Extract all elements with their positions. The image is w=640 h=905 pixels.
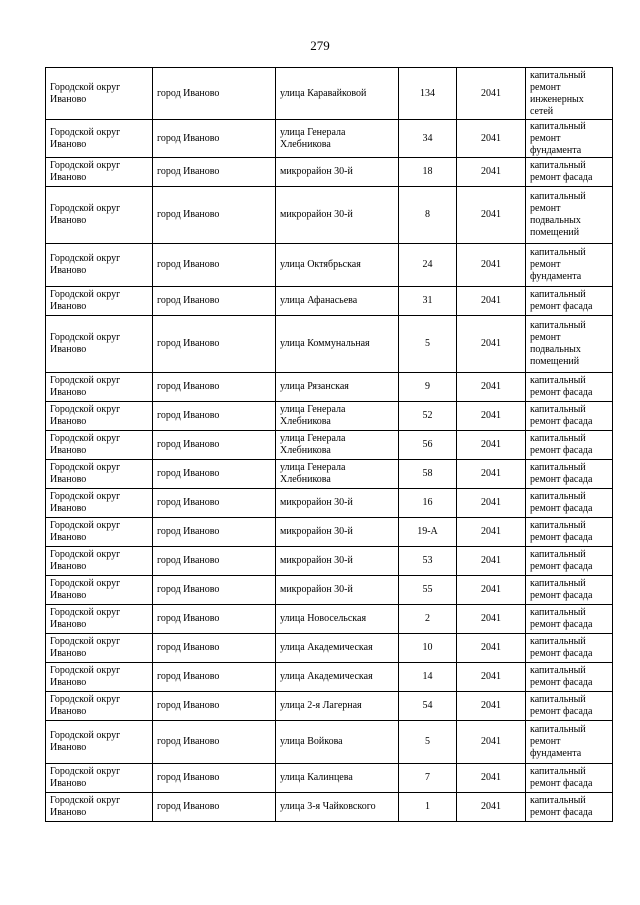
table-row [46, 120, 613, 158]
cell-work-type: капитальный ремонт фундамента [526, 244, 613, 287]
cell-street: улица Генерала Хлебникова [276, 431, 399, 460]
cell-street: микрорайон 30-й [276, 576, 399, 605]
cell-municipal-district: Городской округ Иваново [46, 489, 153, 518]
cell-municipal-district: Городской округ Иваново [46, 692, 153, 721]
cell-municipal-district: Городской округ Иваново [46, 316, 153, 373]
cell-settlement: город Иваново [153, 764, 276, 793]
cell-work-type: капитальный ремонт фасада [526, 605, 613, 634]
cell-work-type: капитальный ремонт фасада [526, 431, 613, 460]
table-row [46, 187, 613, 244]
cell-year: 2041 [457, 576, 526, 605]
cell-work-type: капитальный ремонт фасада [526, 793, 613, 822]
cell-year: 2041 [457, 120, 526, 158]
cell-street: улица Войкова [276, 721, 399, 764]
cell-house-number: 1 [399, 793, 457, 822]
cell-work-type: капитальный ремонт фасада [526, 373, 613, 402]
cell-municipal-district: Городской округ Иваново [46, 634, 153, 663]
cell-house-number: 53 [399, 547, 457, 576]
cell-street: микрорайон 30-й [276, 489, 399, 518]
cell-house-number: 5 [399, 721, 457, 764]
cell-work-type: капитальный ремонт фасада [526, 489, 613, 518]
cell-settlement: город Иваново [153, 431, 276, 460]
cell-municipal-district: Городской округ Иваново [46, 187, 153, 244]
table-row [46, 793, 613, 822]
cell-settlement: город Иваново [153, 576, 276, 605]
cell-house-number: 14 [399, 663, 457, 692]
cell-street: микрорайон 30-й [276, 158, 399, 187]
cell-house-number: 8 [399, 187, 457, 244]
cell-year: 2041 [457, 68, 526, 120]
cell-year: 2041 [457, 287, 526, 316]
cell-year: 2041 [457, 431, 526, 460]
cell-work-type: капитальный ремонт фасада [526, 158, 613, 187]
cell-street: улица Каравайковой [276, 68, 399, 120]
cell-year: 2041 [457, 518, 526, 547]
table-row [46, 316, 613, 373]
table-row [46, 634, 613, 663]
cell-settlement: город Иваново [153, 68, 276, 120]
cell-street: улица Калинцева [276, 764, 399, 793]
cell-street: улица Рязанская [276, 373, 399, 402]
cell-year: 2041 [457, 721, 526, 764]
cell-house-number: 134 [399, 68, 457, 120]
table-row [46, 518, 613, 547]
cell-municipal-district: Городской округ Иваново [46, 120, 153, 158]
cell-settlement: город Иваново [153, 373, 276, 402]
table-row [46, 547, 613, 576]
cell-settlement: город Иваново [153, 316, 276, 373]
cell-work-type: капитальный ремонт фасада [526, 692, 613, 721]
cell-year: 2041 [457, 547, 526, 576]
cell-work-type: капитальный ремонт фасада [526, 287, 613, 316]
table-row [46, 489, 613, 518]
table-row [46, 402, 613, 431]
cell-year: 2041 [457, 187, 526, 244]
cell-street: микрорайон 30-й [276, 547, 399, 576]
cell-street: улица Генерала Хлебникова [276, 402, 399, 431]
cell-settlement: город Иваново [153, 402, 276, 431]
cell-year: 2041 [457, 316, 526, 373]
cell-house-number: 19-А [399, 518, 457, 547]
cell-work-type: капитальный ремонт фасада [526, 460, 613, 489]
cell-municipal-district: Городской округ Иваново [46, 576, 153, 605]
cell-house-number: 10 [399, 634, 457, 663]
table-row [46, 373, 613, 402]
table-row [46, 431, 613, 460]
cell-street: улица 2-я Лагерная [276, 692, 399, 721]
cell-work-type: капитальный ремонт фасада [526, 634, 613, 663]
cell-year: 2041 [457, 158, 526, 187]
cell-year: 2041 [457, 402, 526, 431]
cell-municipal-district: Городской округ Иваново [46, 663, 153, 692]
cell-municipal-district: Городской округ Иваново [46, 764, 153, 793]
table-row [46, 692, 613, 721]
cell-municipal-district: Городской округ Иваново [46, 373, 153, 402]
cell-house-number: 54 [399, 692, 457, 721]
cell-municipal-district: Городской округ Иваново [46, 158, 153, 187]
cell-street: улица Новосельская [276, 605, 399, 634]
cell-settlement: город Иваново [153, 634, 276, 663]
cell-house-number: 7 [399, 764, 457, 793]
cell-street: улица Академическая [276, 634, 399, 663]
cell-settlement: город Иваново [153, 460, 276, 489]
cell-street: улица Октябрьская [276, 244, 399, 287]
cell-municipal-district: Городской округ Иваново [46, 287, 153, 316]
cell-municipal-district: Городской округ Иваново [46, 244, 153, 287]
cell-settlement: город Иваново [153, 120, 276, 158]
cell-street: улица Генерала Хлебникова [276, 120, 399, 158]
table-row [46, 158, 613, 187]
cell-municipal-district: Городской округ Иваново [46, 402, 153, 431]
table-row [46, 764, 613, 793]
cell-work-type: капитальный ремонт фасада [526, 402, 613, 431]
cell-year: 2041 [457, 244, 526, 287]
table-row [46, 721, 613, 764]
cell-street: улица Афанасьева [276, 287, 399, 316]
cell-street: улица Академическая [276, 663, 399, 692]
table-row [46, 68, 613, 120]
cell-house-number: 55 [399, 576, 457, 605]
cell-work-type: капитальный ремонт фундамента [526, 120, 613, 158]
cell-municipal-district: Городской округ Иваново [46, 605, 153, 634]
cell-work-type: капитальный ремонт инженерных сетей [526, 68, 613, 120]
cell-work-type: капитальный ремонт подвальных помещений [526, 316, 613, 373]
cell-work-type: капитальный ремонт фундамента [526, 721, 613, 764]
table-row [46, 605, 613, 634]
table-row [46, 287, 613, 316]
cell-street: улица 3-я Чайковского [276, 793, 399, 822]
cell-settlement: город Иваново [153, 547, 276, 576]
cell-house-number: 56 [399, 431, 457, 460]
cell-settlement: город Иваново [153, 518, 276, 547]
cell-settlement: город Иваново [153, 187, 276, 244]
cell-work-type: капитальный ремонт фасада [526, 547, 613, 576]
cell-work-type: капитальный ремонт фасада [526, 518, 613, 547]
cell-year: 2041 [457, 634, 526, 663]
cell-house-number: 2 [399, 605, 457, 634]
cell-year: 2041 [457, 460, 526, 489]
cell-year: 2041 [457, 764, 526, 793]
cell-house-number: 58 [399, 460, 457, 489]
cell-year: 2041 [457, 663, 526, 692]
cell-settlement: город Иваново [153, 244, 276, 287]
cell-house-number: 52 [399, 402, 457, 431]
page-number: 279 [310, 38, 330, 53]
cell-settlement: город Иваново [153, 287, 276, 316]
cell-settlement: город Иваново [153, 663, 276, 692]
cell-work-type: капитальный ремонт фасада [526, 576, 613, 605]
cell-house-number: 16 [399, 489, 457, 518]
cell-municipal-district: Городской округ Иваново [46, 68, 153, 120]
cell-street: микрорайон 30-й [276, 518, 399, 547]
cell-municipal-district: Городской округ Иваново [46, 721, 153, 764]
cell-house-number: 9 [399, 373, 457, 402]
cell-settlement: город Иваново [153, 489, 276, 518]
cell-settlement: город Иваново [153, 721, 276, 764]
table-row [46, 244, 613, 287]
cell-municipal-district: Городской округ Иваново [46, 547, 153, 576]
table-row [46, 663, 613, 692]
cell-municipal-district: Городской округ Иваново [46, 431, 153, 460]
cell-settlement: город Иваново [153, 692, 276, 721]
cell-settlement: город Иваново [153, 158, 276, 187]
cell-municipal-district: Городской округ Иваново [46, 518, 153, 547]
cell-municipal-district: Городской округ Иваново [46, 793, 153, 822]
cell-street: микрорайон 30-й [276, 187, 399, 244]
cell-house-number: 34 [399, 120, 457, 158]
table-body [46, 68, 613, 822]
cell-house-number: 5 [399, 316, 457, 373]
cell-year: 2041 [457, 605, 526, 634]
cell-house-number: 24 [399, 244, 457, 287]
cell-house-number: 31 [399, 287, 457, 316]
table-row [46, 576, 613, 605]
table-row [46, 460, 613, 489]
cell-work-type: капитальный ремонт подвальных помещений [526, 187, 613, 244]
cell-street: улица Генерала Хлебникова [276, 460, 399, 489]
cell-year: 2041 [457, 692, 526, 721]
cell-year: 2041 [457, 793, 526, 822]
housing-repair-table [45, 67, 613, 822]
cell-settlement: город Иваново [153, 793, 276, 822]
cell-year: 2041 [457, 489, 526, 518]
cell-settlement: город Иваново [153, 605, 276, 634]
cell-work-type: капитальный ремонт фасада [526, 764, 613, 793]
cell-year: 2041 [457, 373, 526, 402]
cell-work-type: капитальный ремонт фасада [526, 663, 613, 692]
cell-municipal-district: Городской округ Иваново [46, 460, 153, 489]
cell-house-number: 18 [399, 158, 457, 187]
cell-street: улица Коммунальная [276, 316, 399, 373]
